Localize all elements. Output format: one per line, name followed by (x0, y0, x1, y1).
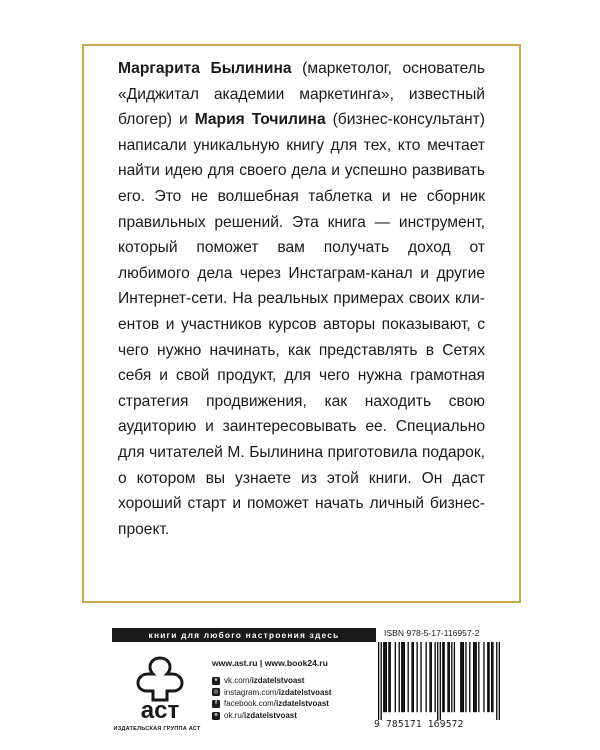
social-handle: izdatelstvoast (251, 676, 305, 685)
barcode-bar (417, 642, 418, 712)
barcode-bar (413, 642, 414, 712)
social-link[interactable] (212, 710, 332, 722)
barcode-bar (469, 642, 470, 712)
barcode-bar (451, 642, 452, 712)
isbn-label: ISBN 978-5-17-116957-2 (384, 628, 480, 638)
social-domain: facebook.com/ (224, 699, 277, 709)
barcode-bar (399, 642, 400, 712)
barcode-bar (478, 642, 479, 712)
barcode-bar (381, 642, 382, 720)
isbn-barcode (378, 642, 500, 720)
tagline-banner: книги для любого настроения здесь (112, 628, 376, 642)
barcode-bar (442, 642, 443, 712)
barcode-bar (426, 642, 427, 712)
barcode-bar (378, 642, 379, 720)
barcode-bar (401, 642, 402, 712)
facebook-icon: f (212, 700, 220, 708)
barcode-bar (463, 642, 464, 712)
description-text-1: (маркетолог, основатель «Диджитал академии маркетинга», известный блогер) и (118, 60, 485, 129)
website-links: www.ast.ru | www.book24.ru (212, 658, 328, 668)
barcode-bar (476, 642, 477, 712)
social-domain: ok.ru/ (224, 710, 245, 720)
barcode-bar (488, 642, 489, 712)
barcode-bar (447, 642, 448, 712)
barcode-bar (431, 642, 432, 712)
publisher-block (112, 628, 498, 734)
barcode-bar (402, 642, 403, 712)
social-handle: izdatelstvoast (276, 699, 329, 709)
barcode-bar (474, 642, 475, 712)
barcode-bar (440, 642, 441, 720)
book-description (118, 56, 485, 542)
social-link[interactable] (212, 687, 332, 699)
vk-icon: v (212, 677, 220, 685)
barcode-bar (487, 642, 488, 712)
ast-logo (126, 654, 194, 724)
barcode-bar (437, 642, 438, 720)
barcode-bar (465, 642, 466, 712)
author-name-2: Мария Точилина (194, 111, 326, 129)
social-domain: instagram.com/ (224, 687, 279, 697)
barcode-bar (473, 642, 474, 712)
barcode-digits: 9 785171 169572 (374, 719, 464, 730)
barcode-bar (384, 642, 385, 712)
barcode-bar (496, 642, 497, 720)
barcode-bar (460, 642, 461, 712)
social-domain: vk.com/ (224, 676, 252, 685)
barcode-bar (483, 642, 484, 712)
barcode-bar (386, 642, 387, 712)
odnoklassniki-icon: o (212, 712, 220, 720)
social-link[interactable] (212, 698, 332, 710)
barcode-bar (408, 642, 409, 712)
barcode-bar (461, 642, 462, 712)
instagram-icon: ◎ (213, 688, 219, 695)
barcode-bar (411, 642, 412, 712)
barcode-bar (390, 642, 391, 712)
author-name-1: Маргарита Былинина (118, 60, 292, 77)
publisher-group-name: ИЗДАТЕЛЬСКАЯ ГРУППА АСТ (113, 726, 201, 732)
barcode-bar (443, 642, 444, 712)
barcode-bar (383, 642, 384, 712)
barcode-bar (492, 642, 493, 712)
barcode-bar (429, 642, 430, 712)
social-link[interactable] (212, 675, 332, 687)
barcode-bar (404, 642, 405, 712)
barcode-bar (435, 642, 436, 712)
barcode-bar (449, 642, 450, 712)
description-text-2: (бизнес-консультант) написали уникальную книгу для тех, кто мечтает найти идею для своего дела и успешно развивать его. Это не волшебная таблетка и не сборник правильных решений. Эта книга — инструмент, который поможет вам получать доход от любимого дела через Инстаграм-канал и другие Интернет-сети. На реальных примерах своих клиентов и участников курсов авторы показывают, с чего нужно начинать, как представлять в Сетях себя и свой продукт, для чего нужна грамотная стратегия продвижения, как находить свою аудиторию и заинтересовывать ее. Специально для читателей М. Былинина приготовила подарок, о котором вы узнаете из этой книги. Он даст хороший старт и поможет начать личный бизнес-проект. (118, 111, 485, 538)
barcode-bar (454, 642, 455, 712)
logo-text: аст (140, 697, 180, 724)
social-handle: izdatelstvoast (244, 710, 297, 720)
barcode-bar (395, 642, 396, 712)
social-handle: izdatelstvoast (278, 687, 332, 697)
barcode-bar (491, 642, 492, 712)
social-links (212, 675, 332, 721)
barcode-bar (388, 642, 389, 712)
barcode-bar (420, 642, 421, 712)
barcode-bar (499, 642, 500, 720)
